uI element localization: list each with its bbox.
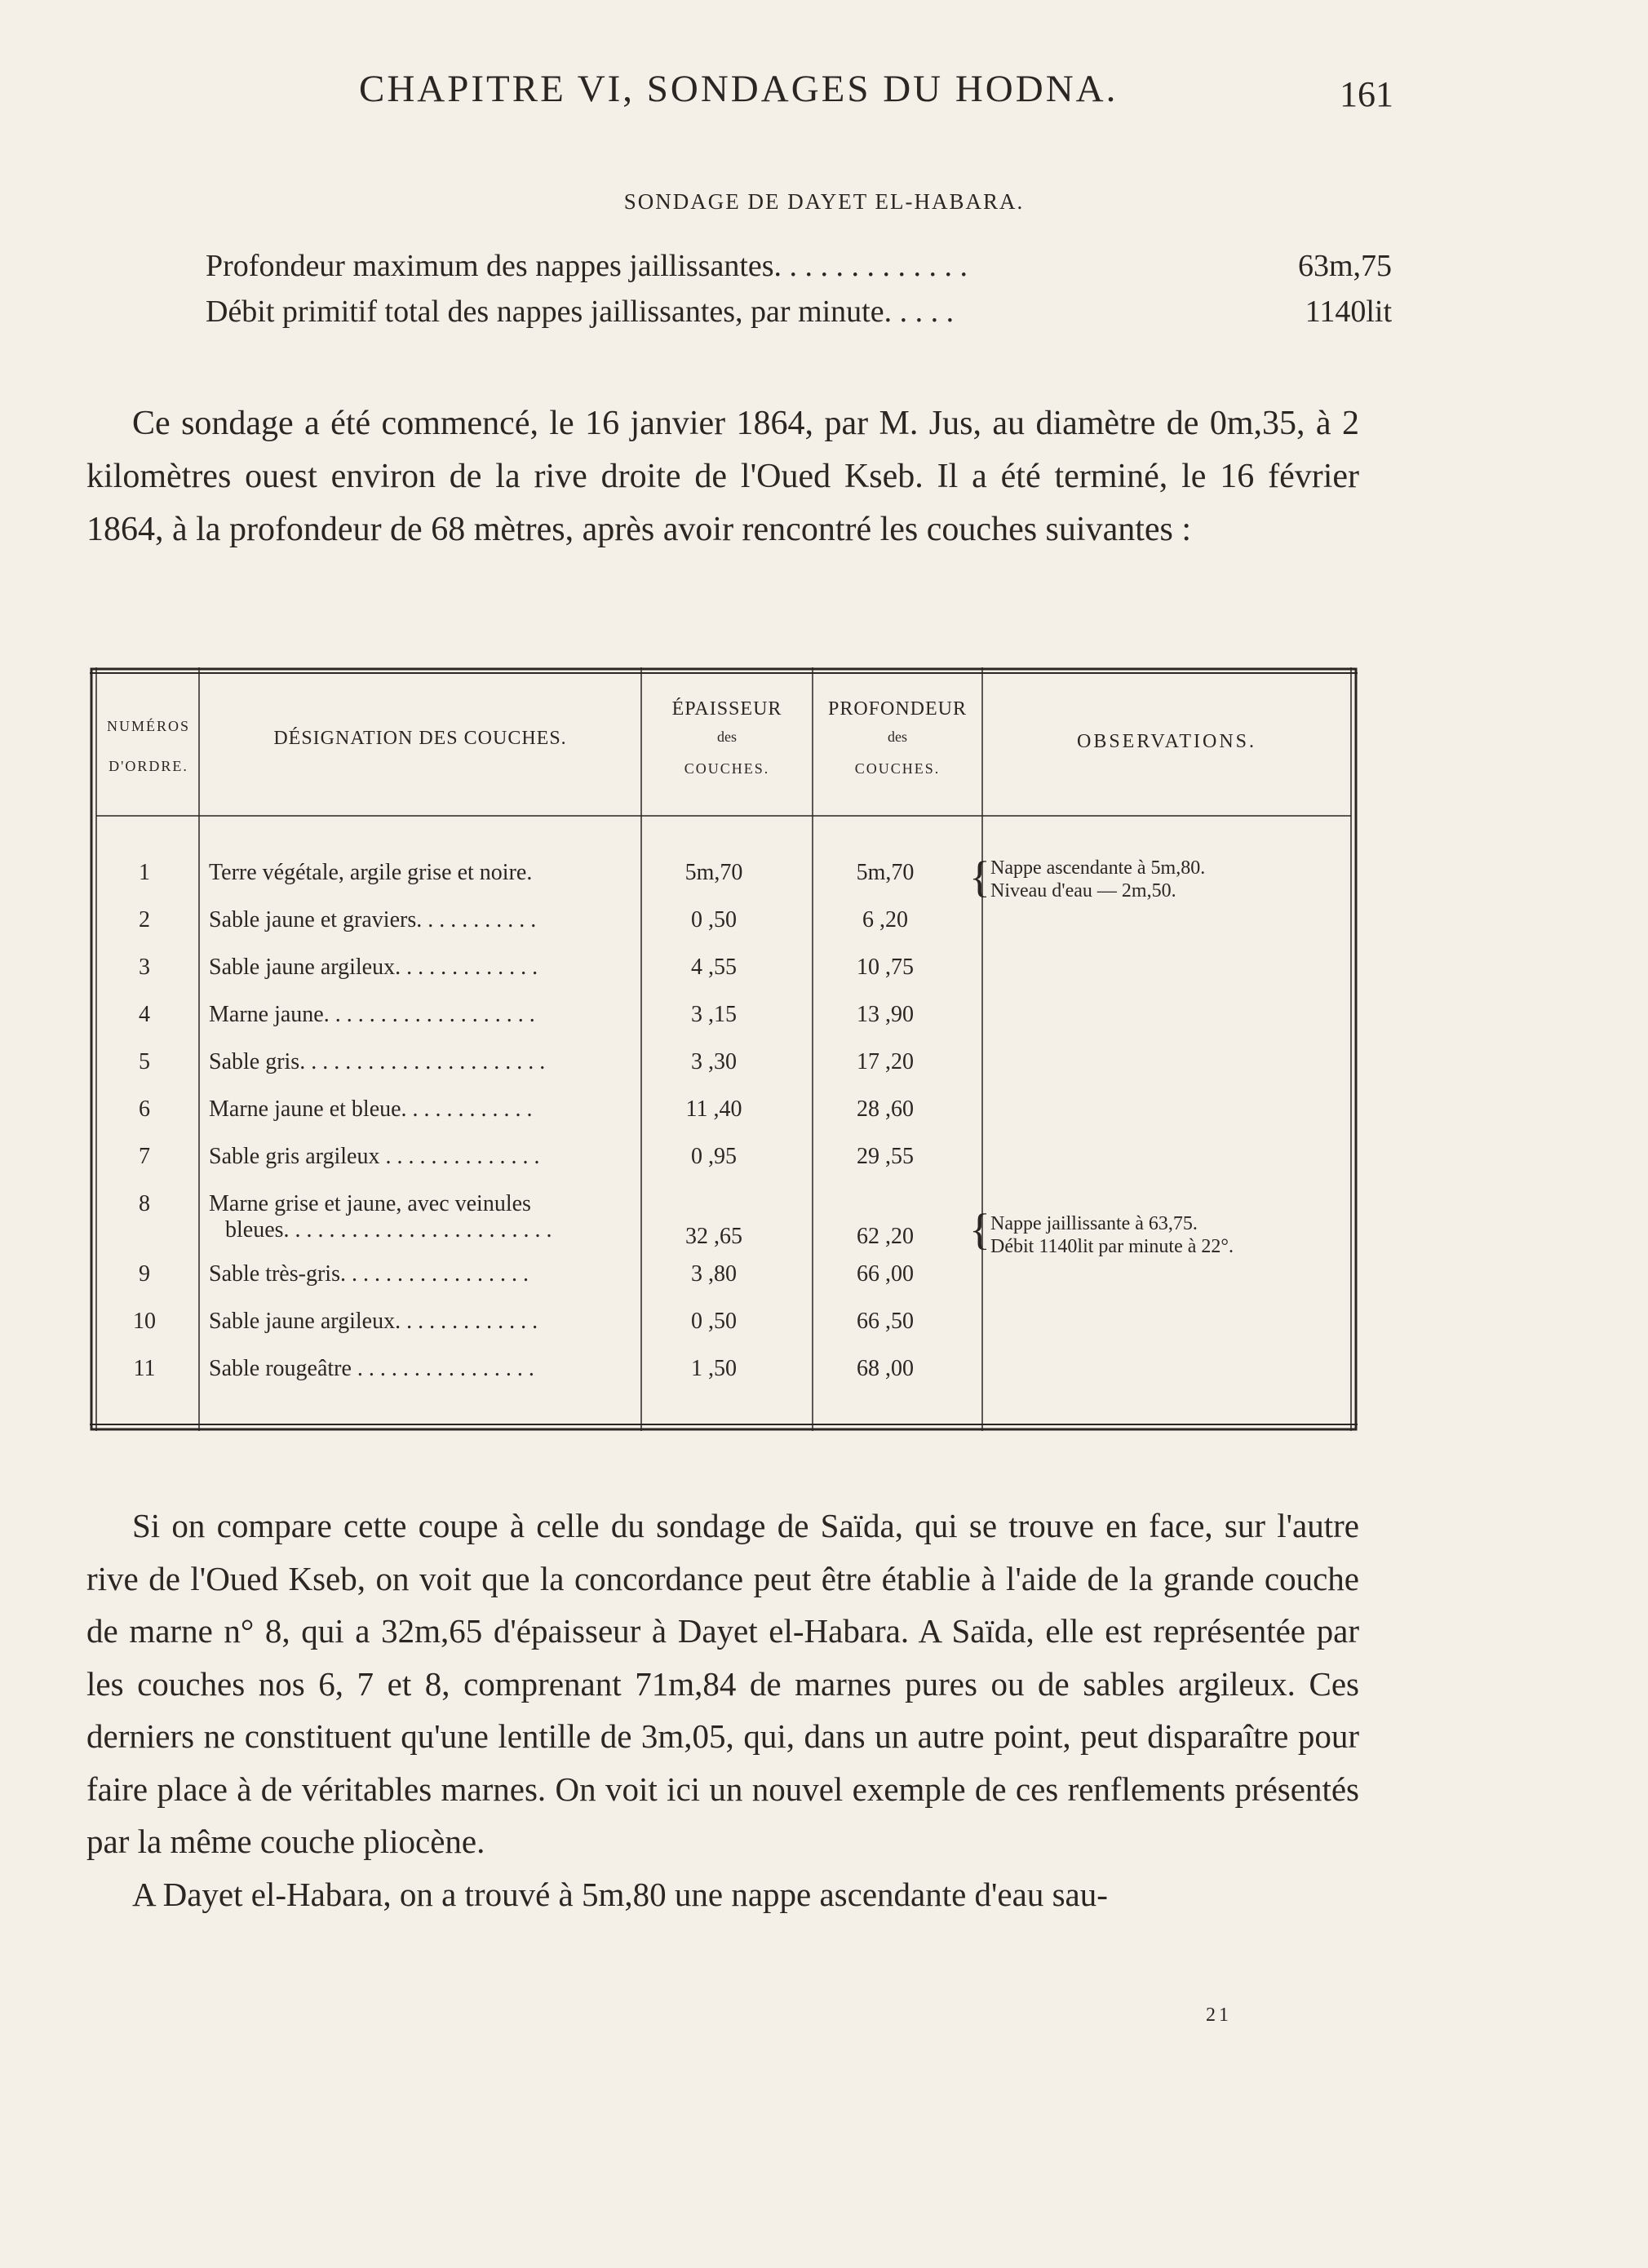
header-text: des xyxy=(888,729,907,745)
row-number: 7 xyxy=(139,1144,150,1169)
row-number: 10 xyxy=(133,1309,156,1334)
table-row xyxy=(90,1096,1358,1129)
layer-designation: Sable gris argileux . . . . . . . . . . . . . . xyxy=(209,1144,540,1169)
row-number: 9 xyxy=(139,1261,150,1287)
summary-line xyxy=(193,294,1392,339)
paragraph-text: Ce sondage a été commencé, le 16 janvier 1864, par M. Jus, au diamètre de 0m,35, à 2 kilomètres ouest environ de la rive droite de l'Oued Kseb. Il a été terminé, le 16 février 1864, à la profondeur de 68 mètres, après avoir rencontré les couches suivantes : xyxy=(86,405,1359,548)
observation-line: Nappe ascendante à 5m,80. xyxy=(990,857,1206,879)
layer-designation: Marne jaune. . . . . . . . . . . . . . . . . . . xyxy=(209,1002,535,1027)
header-designation xyxy=(199,728,641,750)
layer-depth: 5m,70 xyxy=(856,860,915,885)
layer-thickness: 0 ,95 xyxy=(691,1144,737,1169)
layer-thickness: 4 ,55 xyxy=(691,955,737,980)
header-text: NUMÉROS xyxy=(106,718,190,734)
summary-label: Profondeur maximum des nappes jaillissantes. . . . . . . . . . . . . xyxy=(206,249,968,283)
paragraph-text: A Dayet el-Habara, on a trouvé à 5m,80 une nappe ascendante d'eau sau- xyxy=(132,1875,1108,1913)
header-text: ÉPAISSEUR xyxy=(671,698,782,720)
layer-designation: Sable rougeâtre . . . . . . . . . . . . . . . . xyxy=(209,1356,534,1381)
observation-note xyxy=(990,1212,1366,1258)
summary-value: 63m,75 xyxy=(1297,249,1392,283)
signature-mark: 21 xyxy=(1206,2004,1232,2026)
row-number: 2 xyxy=(139,907,150,932)
table-row xyxy=(90,1002,1358,1034)
layer-thickness: 0 ,50 xyxy=(691,1309,737,1334)
chapter-title: CHAPITRE VI, SONDAGES DU HODNA. xyxy=(359,68,1119,110)
table-row xyxy=(90,853,1358,901)
layer-depth: 10 ,75 xyxy=(857,955,914,980)
layer-designation: Marne jaune et bleue. . . . . . . . . . . . xyxy=(209,1096,533,1122)
header-profondeur xyxy=(813,698,982,777)
row-number: 11 xyxy=(133,1356,156,1381)
summary-line xyxy=(193,248,1392,294)
layer-designation: Sable gris. . . . . . . . . . . . . . . . . . . . . . xyxy=(209,1049,546,1074)
header-numeros xyxy=(98,718,199,775)
row-number: 3 xyxy=(139,955,150,980)
brace-glyph: { xyxy=(969,1205,990,1254)
table-row xyxy=(90,1144,1358,1176)
table-row xyxy=(90,1049,1358,1082)
layer-depth: 6 ,20 xyxy=(862,907,908,932)
layer-thickness: 1 ,50 xyxy=(691,1356,737,1381)
row-number: 5 xyxy=(139,1049,150,1074)
row-number: 4 xyxy=(139,1002,150,1027)
observation-line: Niveau d'eau — 2m,50. xyxy=(990,880,1176,901)
paragraph-text: Si on compare cette coupe à celle du sondage de Saïda, qui se trouve en face, sur l'autre rive de l'Oued Kseb, on voit que la concordance peut être établie à l'aide de la grande couche de marne n° 8, qui a 32m,65 d'épaisseur à Dayet el-Habara. A Saïda, elle est représentée par les couches nos 6, 7 et 8, comprenant 71m,84 de marnes pures ou de sables argileux. Ces derniers ne constituent qu'une lentille de 3m,05, qui, dans un autre point, peut disparaître pour faire place à de véritables marnes. On voit ici un nouvel exemple de ces renflements présentés par la même couche pliocène. xyxy=(86,1507,1359,1860)
layer-designation: Sable jaune argileux. . . . . . . . . . . . . xyxy=(209,955,538,980)
table-row xyxy=(90,1356,1358,1389)
summary-value: 1140lit xyxy=(1305,295,1392,329)
row-number: 8 xyxy=(139,1191,150,1216)
designation-line: Marne grise et jaune, avec veinules xyxy=(209,1191,531,1216)
header-text: des xyxy=(717,729,737,745)
layer-depth: 66 ,00 xyxy=(857,1261,914,1287)
observation-note xyxy=(990,857,1366,902)
brace-glyph: { xyxy=(969,853,990,901)
layer-designation: Sable très-gris. . . . . . . . . . . . . . . . . xyxy=(209,1261,529,1287)
strata-table xyxy=(90,667,1358,1431)
header-text: OBSERVATIONS. xyxy=(1076,731,1256,752)
layer-depth: 62 ,20 xyxy=(857,1224,914,1249)
header-text: PROFONDEUR xyxy=(827,698,968,720)
header-text: COUCHES. xyxy=(684,760,770,777)
header-text: D'ORDRE. xyxy=(109,758,188,774)
layer-depth: 68 ,00 xyxy=(857,1356,914,1381)
section-title: SONDAGE DE DAYET EL-HABARA. xyxy=(623,189,1025,214)
observation-line: Nappe jaillissante à 63,75. xyxy=(990,1213,1198,1234)
designation-line: bleues. . . . . . . . . . . . . . . . . . . . . . . . xyxy=(225,1217,552,1243)
table-row xyxy=(90,1191,1358,1256)
layer-thickness: 0 ,50 xyxy=(691,907,737,932)
layer-designation: Sable jaune et graviers. . . . . . . . . . . xyxy=(209,907,537,932)
layer-thickness: 3 ,15 xyxy=(691,1002,737,1027)
layer-depth: 66 ,50 xyxy=(857,1309,914,1334)
header-text: COUCHES. xyxy=(854,760,941,777)
layer-thickness: 3 ,80 xyxy=(691,1261,737,1287)
discussion-text xyxy=(86,1499,1359,1920)
table-row xyxy=(90,1261,1358,1294)
intro-paragraph xyxy=(86,397,1359,556)
layer-thickness: 3 ,30 xyxy=(691,1049,737,1074)
layer-thickness: 11 ,40 xyxy=(685,1096,742,1122)
table-row xyxy=(90,955,1358,987)
layer-thickness: 32 ,65 xyxy=(685,1224,742,1249)
layer-depth: 13 ,90 xyxy=(857,1002,914,1027)
summary-block xyxy=(193,248,1392,339)
layer-designation: Sable jaune argileux. . . . . . . . . . . . . xyxy=(209,1309,538,1334)
layer-depth: 29 ,55 xyxy=(857,1144,914,1169)
header-observations xyxy=(982,731,1351,753)
header-epaisseur xyxy=(641,698,813,777)
row-number: 1 xyxy=(139,860,150,885)
row-number: 6 xyxy=(139,1096,150,1122)
layer-depth: 17 ,20 xyxy=(857,1049,914,1074)
table-row xyxy=(90,1309,1358,1341)
running-head xyxy=(0,67,1648,124)
observation-line: Débit 1140lit par minute à 22°. xyxy=(990,1236,1234,1257)
layer-designation: Terre végétale, argile grise et noire. xyxy=(209,860,533,885)
page-number: 161 xyxy=(1340,74,1393,114)
summary-label: Débit primitif total des nappes jaillissantes, par minute. . . . . xyxy=(206,295,955,329)
layer-depth: 28 ,60 xyxy=(857,1096,914,1122)
layer-thickness: 5m,70 xyxy=(684,860,743,885)
table-row xyxy=(90,907,1358,940)
header-text: DÉSIGNATION DES COUCHES. xyxy=(273,728,567,749)
